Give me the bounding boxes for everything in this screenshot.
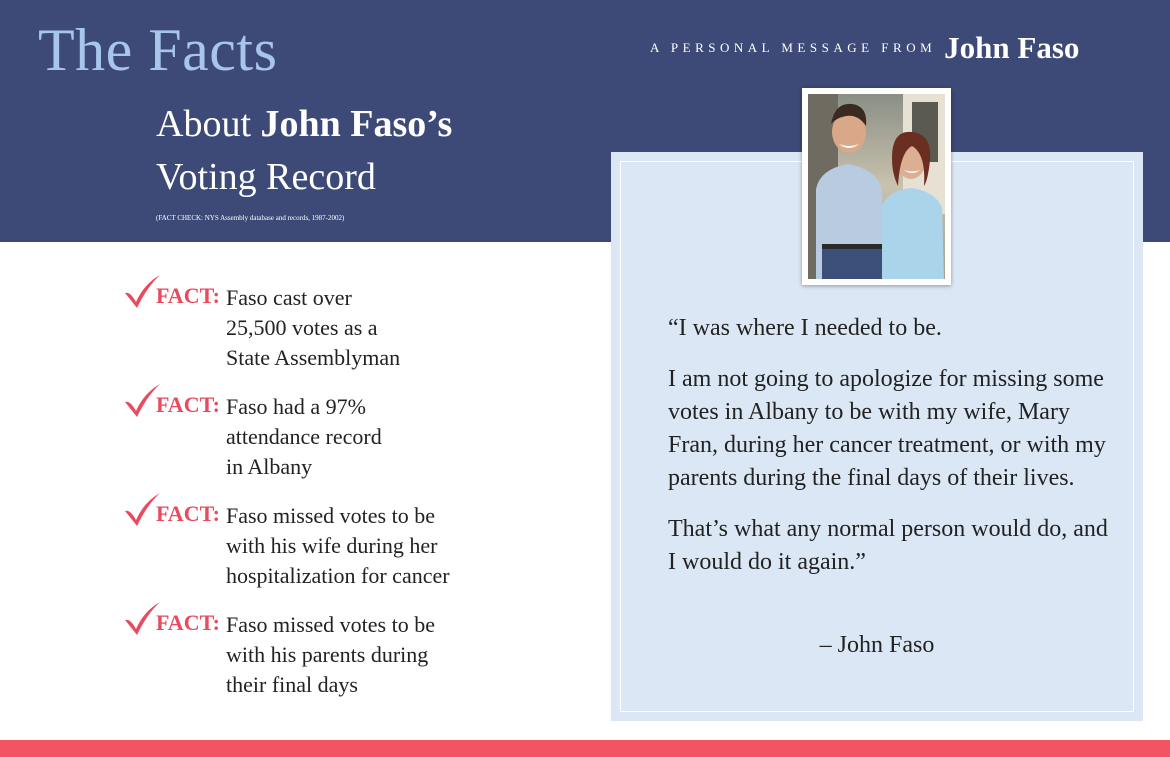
quote-author: – John Faso xyxy=(819,632,935,658)
fact-line: Faso missed votes to be xyxy=(226,503,435,528)
bottom-accent-bar xyxy=(0,740,1170,757)
fact-line: their final days xyxy=(226,672,358,697)
fact-text xyxy=(226,501,496,591)
fact-text xyxy=(226,392,496,482)
fact-line: Faso had a 97% xyxy=(226,394,366,419)
fact-line: with his wife during her xyxy=(226,533,438,558)
fact-line: hospitalization for cancer xyxy=(226,563,450,588)
fact-line: Faso missed votes to be xyxy=(226,612,435,637)
fact-line: State Assemblyman xyxy=(226,345,401,370)
fact-line: attendance record xyxy=(226,424,382,449)
portrait-photo-frame xyxy=(802,88,951,285)
page-title: The Facts xyxy=(38,17,278,83)
fact-label: FACT: xyxy=(156,283,220,308)
fact-text xyxy=(226,610,496,700)
fact-line: in Albany xyxy=(226,454,313,479)
subtitle-line2: Voting Record xyxy=(156,156,376,198)
fact-check-note: (FACT CHECK: NYS Assembly database and records, 1987-2002) xyxy=(156,214,345,222)
fact-label: FACT: xyxy=(156,392,220,417)
personal-message-heading xyxy=(650,30,1079,66)
subtitle-prefix: About xyxy=(156,103,251,145)
portrait-photo xyxy=(808,94,945,279)
quote-paragraph: “I was where I needed to be. xyxy=(668,315,942,341)
fact-line: Faso cast over xyxy=(226,285,352,310)
quote-paragraph: I am not going to apologize for missing some votes in Albany to be with my wife, Mary Fran, during her cancer treatment, or with my parents during the final days of their lives. xyxy=(668,366,1106,491)
fact-text xyxy=(226,283,496,373)
fact-label: FACT: xyxy=(156,610,220,635)
quote-paragraph: That’s what any normal person would do, and I would do it again.” xyxy=(668,516,1108,575)
quote-text xyxy=(668,312,1108,597)
subtitle-name: John Faso’s xyxy=(260,103,453,145)
fact-line: with his parents during xyxy=(226,642,429,667)
personal-message-prefix: A PERSONAL MESSAGE FROM xyxy=(650,40,937,55)
fact-label: FACT: xyxy=(156,501,220,526)
page-subtitle xyxy=(156,98,452,204)
fact-line: 25,500 votes as a xyxy=(226,315,378,340)
personal-message-name: John Faso xyxy=(944,30,1080,65)
